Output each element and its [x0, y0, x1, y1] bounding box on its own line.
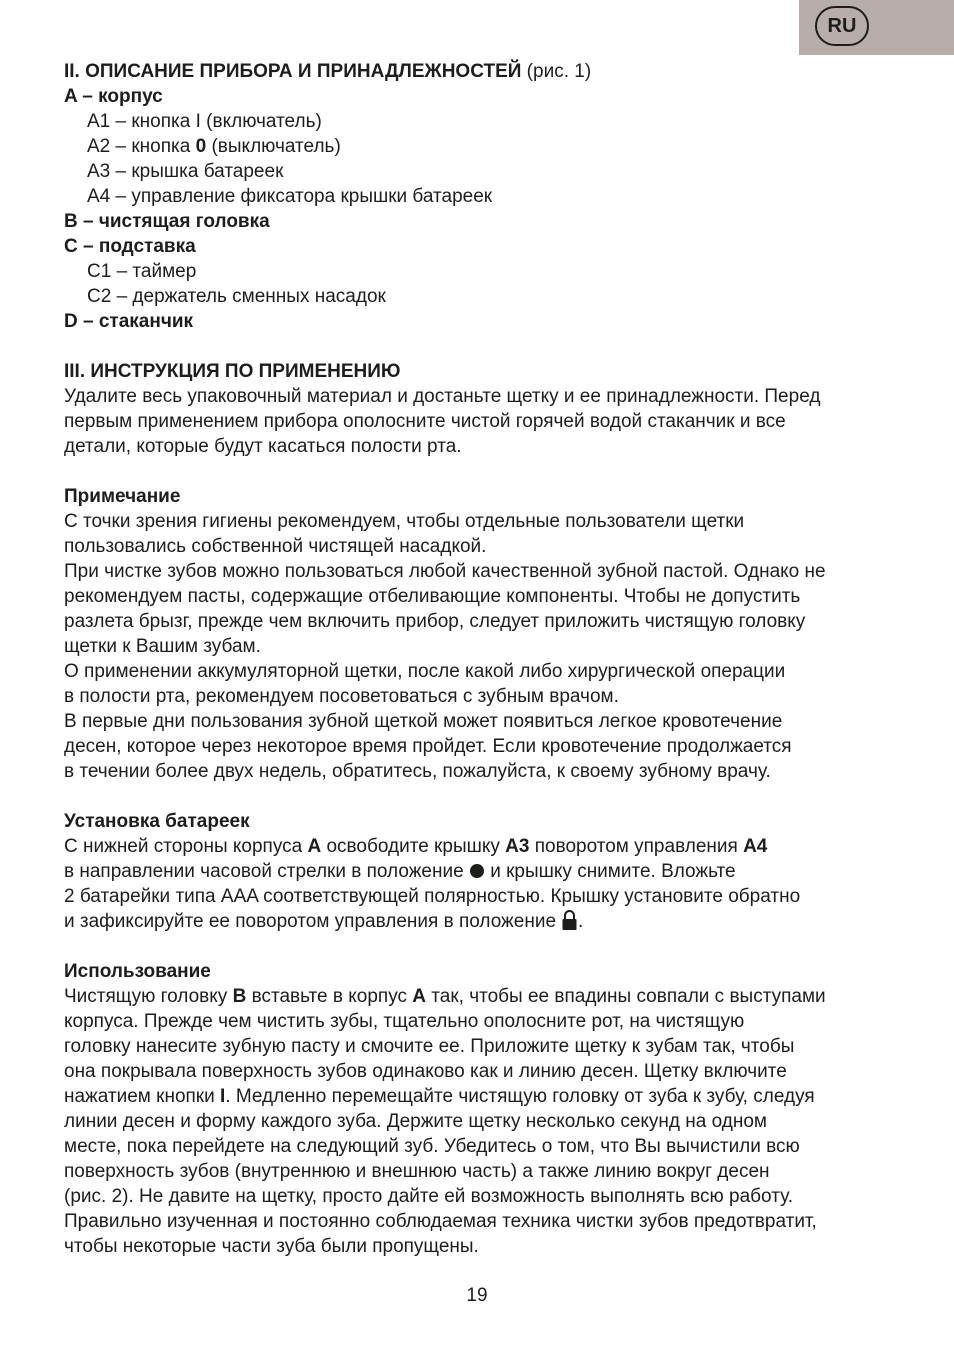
section2-heading [64, 59, 904, 84]
usage-line [64, 984, 904, 1009]
part-c1: C1 – таймер [87, 261, 197, 282]
note-line: десен, которое через некоторое время пройдет. Если кровотечение продолжается [64, 736, 792, 757]
page-content [64, 59, 904, 1259]
intro-line: первым применением прибора ополосните чистой горячей водой стаканчик и все [64, 411, 786, 432]
text-run: . [578, 911, 584, 932]
note-line: в течении более двух недель, обратитесь, пожалуйста, к своему зубному врачу. [64, 761, 771, 782]
usage-heading: Использование [64, 961, 211, 982]
text-run-bold: A4 [743, 836, 768, 857]
part-b-title: B – чистящая головка [64, 211, 270, 232]
battery-line [64, 834, 904, 859]
text-run: так, чтобы ее впадины совпали с выступами [426, 986, 826, 1007]
language-badge: RU [815, 6, 869, 46]
note-line: в полости рта, рекомендуем посоветоваться с зубным врачом. [64, 686, 619, 707]
text-run: вставьте в корпус [246, 986, 413, 1007]
part-d-title: D – стаканчик [64, 311, 194, 332]
text-run: . Медленно перемещайте чистящую головку от зуба к зубу, следуя [225, 1086, 815, 1107]
battery-heading: Установка батареек [64, 811, 250, 832]
text-run-bold: B [232, 986, 247, 1007]
battery-line [64, 909, 904, 934]
part-a2-pre: A2 – кнопка [87, 136, 196, 157]
note-line: В первые дни пользования зубной щеткой может появиться легкое кровотечение [64, 711, 783, 732]
text-run: поворотом управления [529, 836, 744, 857]
usage-line: головку нанесите зубную пасту и смочите ее. Приложите щетку к зубам так, чтобы [64, 1036, 795, 1057]
section2-heading-ref: (рис. 1) [521, 61, 592, 82]
part-a2 [64, 134, 904, 159]
text-run: освободите крышку [321, 836, 506, 857]
section3-heading: III. ИНСТРУКЦИЯ ПО ПРИМЕНЕНИЮ [64, 361, 401, 382]
section2-heading-text: II. ОПИСАНИЕ ПРИБОРА И ПРИНАДЛЕЖНОСТЕЙ [64, 61, 522, 82]
usage-line: она покрывала поверхность зубов одинаково как и линию десен. Щетку включите [64, 1061, 787, 1082]
text-run-bold: A [412, 986, 426, 1007]
part-a3: A3 – крышка батареек [87, 161, 284, 182]
note-line: пользовались собственной чистящей насадкой. [64, 536, 487, 557]
part-a4: A4 – управление фиксатора крышки батареек [87, 186, 493, 207]
part-c-title: C – подставка [64, 236, 196, 257]
intro-line: Удалите весь упаковочный материал и достаньте щетку и ее принадлежности. Перед [64, 386, 821, 407]
usage-line: поверхность зубов (внутреннюю и внешнюю часть) а также линию вокруг десен [64, 1161, 770, 1182]
usage-line: Правильно изученная и постоянно соблюдаемая техника чистки зубов предотвратит, [64, 1211, 817, 1232]
page-number: 19 [466, 1285, 488, 1306]
note-line: С точки зрения гигиены рекомендуем, чтобы отдельные пользователи щетки [64, 511, 745, 532]
text-run-bold: I [220, 1086, 226, 1107]
text-run: и крышку снимите. Вложьте [484, 861, 736, 882]
text-run: С нижней стороны корпуса [64, 836, 308, 857]
usage-line: (рис. 2). Не давите на щетку, просто дайте ей возможность выполнять всю работу. [64, 1186, 793, 1207]
text-run: Чистящую головку [64, 986, 233, 1007]
text-run-bold: A [307, 836, 322, 857]
battery-line: 2 батарейки типа AAA соответствующей полярностью. Крышку установите обратно [64, 886, 801, 907]
part-a1: A1 – кнопка I (включатель) [87, 111, 322, 132]
unlock-position-dot-icon [470, 864, 484, 878]
text-run: в направлении часовой стрелки в положение [64, 861, 469, 882]
text-run: нажатием кнопки [64, 1086, 221, 1107]
note-line: рекомендуем пасты, содержащие отбеливающие компоненты. Чтобы не допустить [64, 586, 801, 607]
usage-line: месте, пока перейдете на следующий зуб. Убедитесь о том, что Вы вычистили всю [64, 1136, 800, 1157]
text-run: и зафиксируйте ее поворотом управления в положение [64, 911, 557, 932]
note-line: разлета брызг, прежде чем включить прибор, следует приложить чистящую головку [64, 611, 806, 632]
usage-line: чтобы некоторые части зуба были пропущены. [64, 1236, 479, 1257]
lock-icon [561, 909, 578, 931]
intro-line: детали, которые будут касаться полости рта. [64, 436, 462, 457]
part-a2-post: (выключатель) [206, 136, 341, 157]
note-line: При чистке зубов можно пользоваться любой качественной зубной пастой. Однако не [64, 561, 826, 582]
part-c2: C2 – держатель сменных насадок [87, 286, 386, 307]
battery-line [64, 859, 904, 884]
part-a2-bold: 0 [195, 136, 207, 157]
note-line: О применении аккумуляторной щетки, после какой либо хирургической операции [64, 661, 786, 682]
usage-line: линии десен и форму каждого зуба. Держите щетку несколько секунд на одном [64, 1111, 767, 1132]
usage-line: корпуса. Прежде чем чистить зубы, тщательно ополосните рот, на чистящую [64, 1011, 745, 1032]
part-a-title: A – корпус [64, 86, 163, 107]
text-run-bold: A3 [505, 836, 530, 857]
note-heading: Примечание [64, 486, 181, 507]
usage-line [64, 1084, 904, 1109]
note-line: щетки к Вашим зубам. [64, 636, 261, 657]
